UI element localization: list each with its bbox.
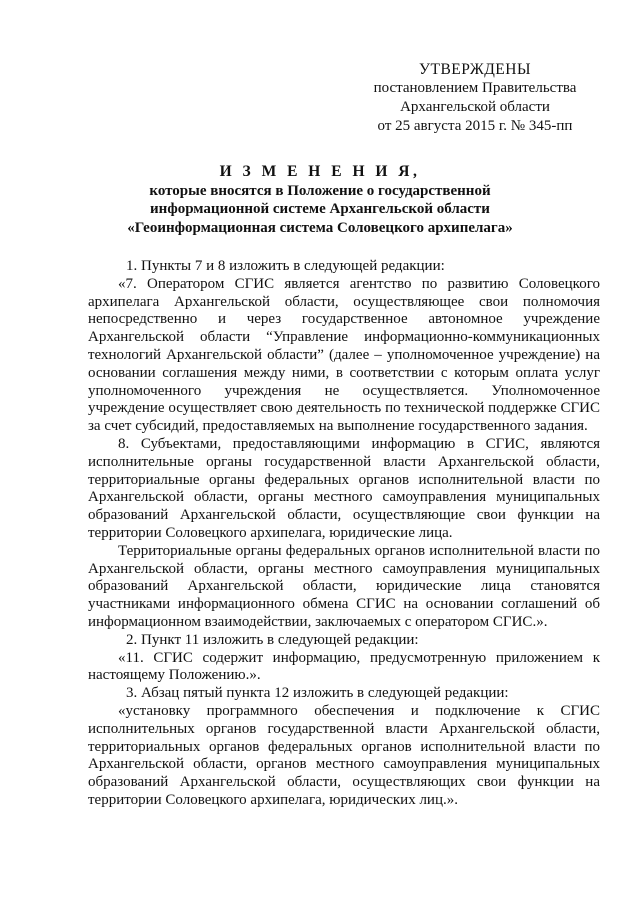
document-body xyxy=(88,258,600,810)
paragraph-item-3: 3. Абзац пятый пункта 12 изложить в следующей редакции: xyxy=(126,685,509,702)
paragraph-territorial-bodies: Территориальные органы федеральных органов исполнительной власти по Архангельской области, органы местного самоуправления муниципальных образований Архангельской области, юридические лица становятся участниками информационного обмена СГИС на основании соглашений об информационном взаимодействии, заключаемых с оператором СГИС.». xyxy=(88,542,600,630)
heading-line: «Геоинформационная система Соловецкого архипелага» xyxy=(127,219,513,236)
approval-date-line: от 25 августа 2015 г. № 345-пп xyxy=(377,118,573,134)
heading-line: которые вносятся в Положение о государственной xyxy=(149,182,491,199)
paragraph-clause-11: «11. СГИС содержит информацию, предусмотренную приложением к настоящему Положению.». xyxy=(88,649,600,684)
paragraph-clause-12: «установку программного обеспечения и подключение к СГИС исполнительных органов государственной власти Архангельской области, территориальных органов федеральных органов исполнительной власти по Архангельской области, органов местного самоуправления муниципальных образований Архангельской области, осуществляющих свои функции на территории Соловецкого архипелага, юридических лиц.». xyxy=(88,702,600,808)
document-heading xyxy=(60,163,580,237)
approval-line: Архангельской области xyxy=(400,99,550,115)
paragraph-clause-7: «7. Оператором СГИС является агентство по развитию Соловецкого архипелага Архангельской области, осуществляющее свои полномочия непосредственно и через государственное автономное учреждение Архангельской области “Управление информационно-коммуникационных технологий Архангельской области” (далее – уполномоченное учреждение) на основании соглашения между ними, в соответствии с которым оплата услуг уполномоченного учреждения не осуществляется. Уполномоченное учреждение осуществляет свою деятельность по технической поддержке СГИС за счет субсидий, предоставляемых на выполнение государственного задания. xyxy=(88,275,600,435)
paragraph-clause-8: 8. Субъектами, предоставляющими информацию в СГИС, являются исполнительные органы государственной власти Архангельской области, территориальные органы федеральных органов исполнительной власти по Архангельской области, органы местного самоуправления муниципальных образований Архангельской области, осуществляющие свои функции на территории Соловецкого архипелага, юридические лица. xyxy=(88,435,600,541)
approval-stamp xyxy=(350,60,600,136)
heading-title: И З М Е Н Е Н И Я, xyxy=(219,163,421,180)
approval-title: УТВЕРЖДЕНЫ xyxy=(419,61,531,78)
approval-line: постановлением Правительства xyxy=(373,80,577,96)
heading-line: информационной системе Архангельской области xyxy=(150,201,490,217)
paragraph-item-1: 1. Пункты 7 и 8 изложить в следующей редакции: xyxy=(126,258,445,274)
paragraph-item-2: 2. Пункт 11 изложить в следующей редакции: xyxy=(126,631,419,648)
